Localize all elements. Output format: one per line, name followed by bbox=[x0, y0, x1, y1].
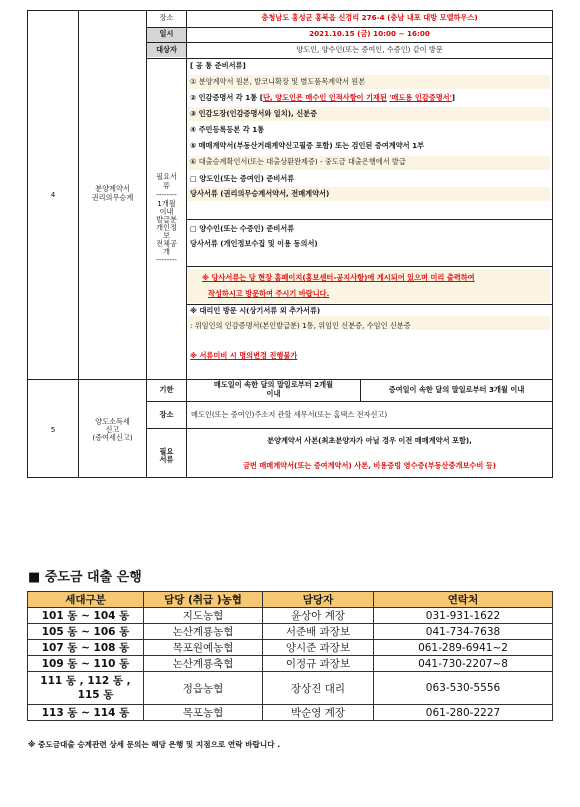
row5-docs-label-line1: 필요 bbox=[159, 447, 174, 456]
note-line-2: 이내 bbox=[159, 207, 174, 216]
phone-cell: 063-530-5556 bbox=[374, 672, 553, 705]
place-label: 장소 bbox=[159, 13, 174, 22]
common-doc-6: ⑥ 대출승계확인서(또는 대출상환완제증) - 중도금 대출은행에서 발급 bbox=[190, 157, 406, 166]
manager-cell: 이정규 과장보 bbox=[263, 656, 374, 672]
note-line-4: 개인정 bbox=[156, 223, 177, 232]
manager-cell: 박순영 계장 bbox=[263, 705, 374, 721]
bank-table bbox=[27, 591, 553, 721]
phone-cell: 061-280-2227 bbox=[374, 705, 553, 721]
common-doc-4: ④ 주민등록등본 각 1통 bbox=[190, 125, 265, 134]
table-row bbox=[28, 656, 553, 672]
common-doc-3: ③ 인감도장(인감증명서와 일치), 신분증 bbox=[190, 109, 318, 118]
docs-label-line2: 류 bbox=[163, 181, 170, 190]
header-phone: 연락처 bbox=[374, 592, 553, 608]
bank-cell: 목포농협 bbox=[144, 705, 263, 721]
header-group: 세대구분 bbox=[28, 592, 144, 608]
place-value: 충청남도 홍성군 홍북읍 신경리 276-4 (충남 내포 대방 모델하우스) bbox=[261, 13, 478, 22]
row4-category-line2: 권리의무승계 bbox=[91, 193, 134, 202]
dash-line-2: -------- bbox=[156, 255, 177, 264]
row4-category-line1: 분양계약서 bbox=[95, 184, 130, 193]
bank-table-header bbox=[28, 592, 553, 608]
row5-place-label: 장소 bbox=[159, 410, 174, 419]
bank-section-title: ■ 중도금 대출 은행 bbox=[28, 570, 142, 585]
row5-number: 5 bbox=[50, 425, 56, 434]
common-doc-2: ② 인감증명서 각 1통 [단, 양도인은 매수인 인적사항이 기재된 '매도용 인감증명서'] bbox=[190, 93, 456, 102]
group-cell: 113 동 ~ 114 동 bbox=[28, 705, 144, 721]
phone-cell: 031-931-1622 bbox=[374, 608, 553, 624]
notice-line-2: 작성하시고 방문하여 주시기 바랍니다. bbox=[208, 289, 330, 298]
common-doc-5: ⑤ 매매계약서(부동산거래계약신고필증 포함) 또는 검인된 증여계약서 1부 bbox=[190, 141, 425, 150]
group-cell: 105 동 ~ 106 동 bbox=[28, 624, 144, 640]
deadline-sale-line2: 이내 bbox=[266, 389, 281, 398]
table-row bbox=[28, 672, 553, 705]
row5-category-line2: 신고 bbox=[105, 425, 120, 434]
proxy-docs: : 위임인의 인감증명서(본인발급분) 1통, 위임인 신분증, 수임인 신분증 bbox=[190, 321, 411, 330]
phone-cell: 041-730-2207~8 bbox=[374, 656, 553, 672]
table-row bbox=[28, 640, 553, 656]
bank-cell: 지도농협 bbox=[144, 608, 263, 624]
group-cell: 101 동 ~ 104 동 bbox=[28, 608, 144, 624]
row5-docs-label-line2: 서류 bbox=[159, 455, 174, 464]
date-value: 2021.10.15 (금) 10:00 ~ 16:00 bbox=[309, 29, 430, 38]
table-row bbox=[28, 705, 553, 721]
seller-docs-title: □ 양도인(또는 증여인) 준비서류 bbox=[190, 174, 295, 183]
note-line-5: 보 bbox=[163, 231, 170, 240]
group-cell: 107 동 ~ 108 동 bbox=[28, 640, 144, 656]
date-label: 일시 bbox=[159, 29, 174, 38]
bank-cell: 목포원예농협 bbox=[144, 640, 263, 656]
phone-cell: 041-734-7638 bbox=[374, 624, 553, 640]
deadline-gift: 증여일이 속한 달의 말일로부터 3개월 이내 bbox=[388, 385, 525, 394]
manager-cell: 서준배 과장보 bbox=[263, 624, 374, 640]
group-cell: 111 동 , 112 동 , 115 동 bbox=[28, 672, 144, 705]
bank-cell: 정읍농협 bbox=[144, 672, 263, 705]
header-bank: 담당 (취급 )농협 bbox=[144, 592, 263, 608]
common-docs-title: [ 공 통 준비서류] bbox=[190, 61, 246, 70]
note-line-3: 발급분 bbox=[156, 215, 177, 224]
row5-docs-1: 분양계약서 사본(최초분양자가 아닐 경우 이전 매매계약서 포함), bbox=[267, 436, 472, 445]
bank-cell: 논산계룡농협 bbox=[144, 624, 263, 640]
target-label: 대상자 bbox=[156, 45, 177, 54]
bank-cell: 논산계룡축협 bbox=[144, 656, 263, 672]
table-row bbox=[28, 608, 553, 624]
warning-text: ※ 서류미비 시 명의변경 진행불가 bbox=[190, 351, 298, 360]
manager-cell: 양시준 과장보 bbox=[263, 640, 374, 656]
note-line-6: 전체공 bbox=[156, 239, 177, 248]
deadline-label: 기한 bbox=[159, 385, 174, 394]
notice-line-1: ※ 당사서류는 당 현장 홈페이지(홍보센터-공지사항)에 게시되어 있으며 미리 출력하여 bbox=[202, 273, 475, 282]
docs-label-line1: 필요서 bbox=[156, 172, 177, 181]
buyer-docs: 당사서류 (개인정보수집 및 이용 동의서) bbox=[190, 239, 318, 248]
table-row bbox=[28, 624, 553, 640]
row5-docs-2: 금번 매매계약서(또는 증여계약서) 사본, 비용증빙 영수증(부동산중개보수비 등) bbox=[242, 461, 497, 470]
bank-footnote: ※ 중도금대출 승계관련 상세 문의는 해당 은행 및 지점으로 연락 바랍니다 . bbox=[28, 740, 281, 749]
row5-place-value: 매도인(또는 증여인)주소지 관할 세무서(또는 홈택스 전자신고) bbox=[191, 410, 388, 419]
seller-docs: 당사서류 (권리의무승계서약서, 전매계약서) bbox=[190, 189, 330, 198]
header-manager: 담당자 bbox=[263, 592, 374, 608]
note-line-1: 1개월 bbox=[157, 199, 176, 208]
row4-number: 4 bbox=[50, 190, 56, 199]
buyer-docs-title: □ 양수인(또는 수증인) 준비서류 bbox=[190, 224, 295, 233]
deadline-sale-line1: 매도일이 속한 달의 말일로부터 2개월 bbox=[213, 380, 334, 389]
proxy-docs-title: ※ 대리인 방문 시(상기서류 외 추가서류) bbox=[190, 306, 321, 315]
group-cell: 109 동 ~ 110 동 bbox=[28, 656, 144, 672]
row5-category-line3: (증여세신고) bbox=[92, 433, 133, 442]
common-doc-1: ① 분양계약서 원본, 발코니확장 및 별도품목계약서 원본 bbox=[190, 77, 366, 86]
phone-cell: 061-289-6941~2 bbox=[374, 640, 553, 656]
target-value: 양도인, 양수인(또는 증여인, 수증인) 같이 방문 bbox=[296, 45, 443, 54]
dash-line-1: -------- bbox=[156, 190, 177, 199]
manager-cell: 윤상아 계장 bbox=[263, 608, 374, 624]
manager-cell: 장상진 대리 bbox=[263, 672, 374, 705]
row5-category-line1: 양도소득세 bbox=[95, 417, 130, 426]
note-line-7: 개 bbox=[163, 247, 170, 256]
